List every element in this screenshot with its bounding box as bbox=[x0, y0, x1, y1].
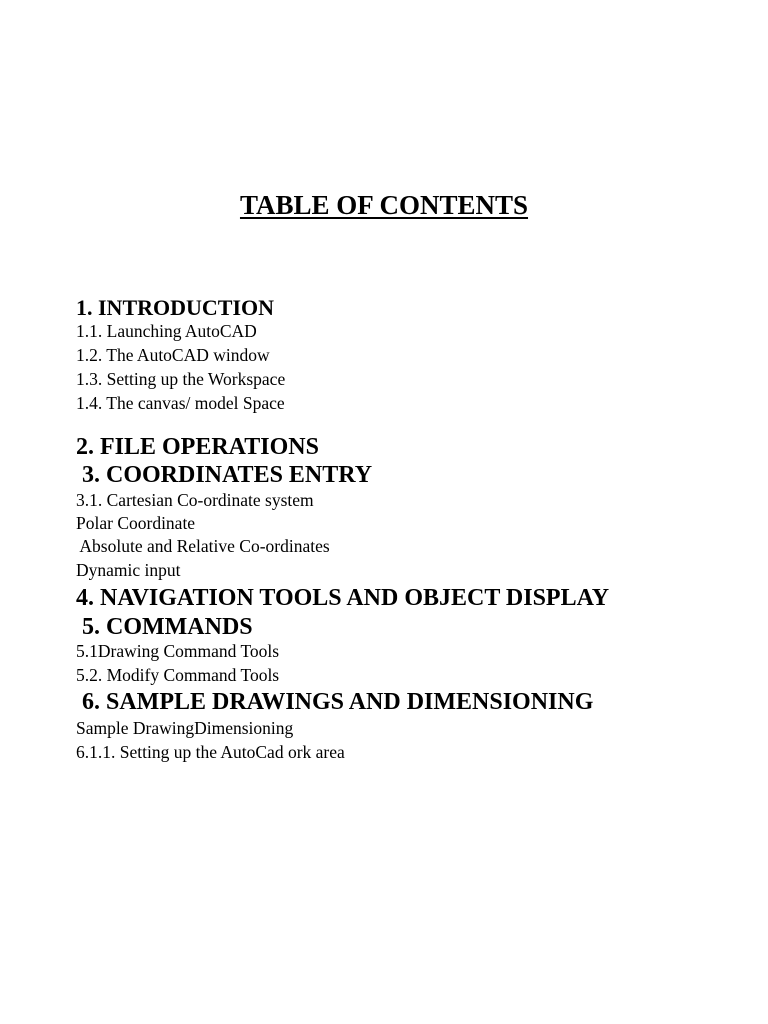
toc-heading-commands: 5. COMMANDS bbox=[76, 614, 253, 640]
toc-heading-navigation-tools: 4. NAVIGATION TOOLS AND OBJECT DISPLAY bbox=[76, 585, 610, 611]
page-title: TABLE OF CONTENTS bbox=[239, 190, 529, 220]
toc-item-absolute-relative: Absolute and Relative Co-ordinates bbox=[76, 536, 330, 556]
toc-heading-sample-drawings: 6. SAMPLE DRAWINGS AND DIMENSIONING bbox=[76, 689, 594, 715]
toc-heading-file-operations: 2. FILE OPERATIONS bbox=[76, 434, 319, 460]
toc-item-sample-drawing-dimensioning: Sample DrawingDimensioning bbox=[76, 718, 294, 738]
toc-item-setting-up-work-area: 6.1.1. Setting up the AutoCad ork area bbox=[76, 742, 345, 762]
toc-item-dynamic-input: Dynamic input bbox=[76, 560, 181, 580]
toc-item-launching-autocad: 1.1. Launching AutoCAD bbox=[76, 321, 257, 341]
toc-item-polar-coordinate: Polar Coordinate bbox=[76, 513, 196, 533]
toc-item-canvas-model-space: 1.4. The canvas/ model Space bbox=[76, 393, 285, 413]
toc-item-modify-command-tools: 5.2. Modify Command Tools bbox=[76, 665, 280, 685]
toc-heading-introduction: 1. INTRODUCTION bbox=[76, 295, 275, 320]
toc-item-drawing-command-tools: 5.1Drawing Command Tools bbox=[76, 641, 280, 661]
toc-item-autocad-window: 1.2. The AutoCAD window bbox=[76, 345, 270, 365]
toc-item-cartesian-system: 3.1. Cartesian Co-ordinate system bbox=[76, 490, 314, 510]
toc-heading-coordinates-entry: 3. COORDINATES ENTRY bbox=[76, 462, 373, 488]
toc-item-setting-up-workspace: 1.3. Setting up the Workspace bbox=[76, 369, 286, 389]
